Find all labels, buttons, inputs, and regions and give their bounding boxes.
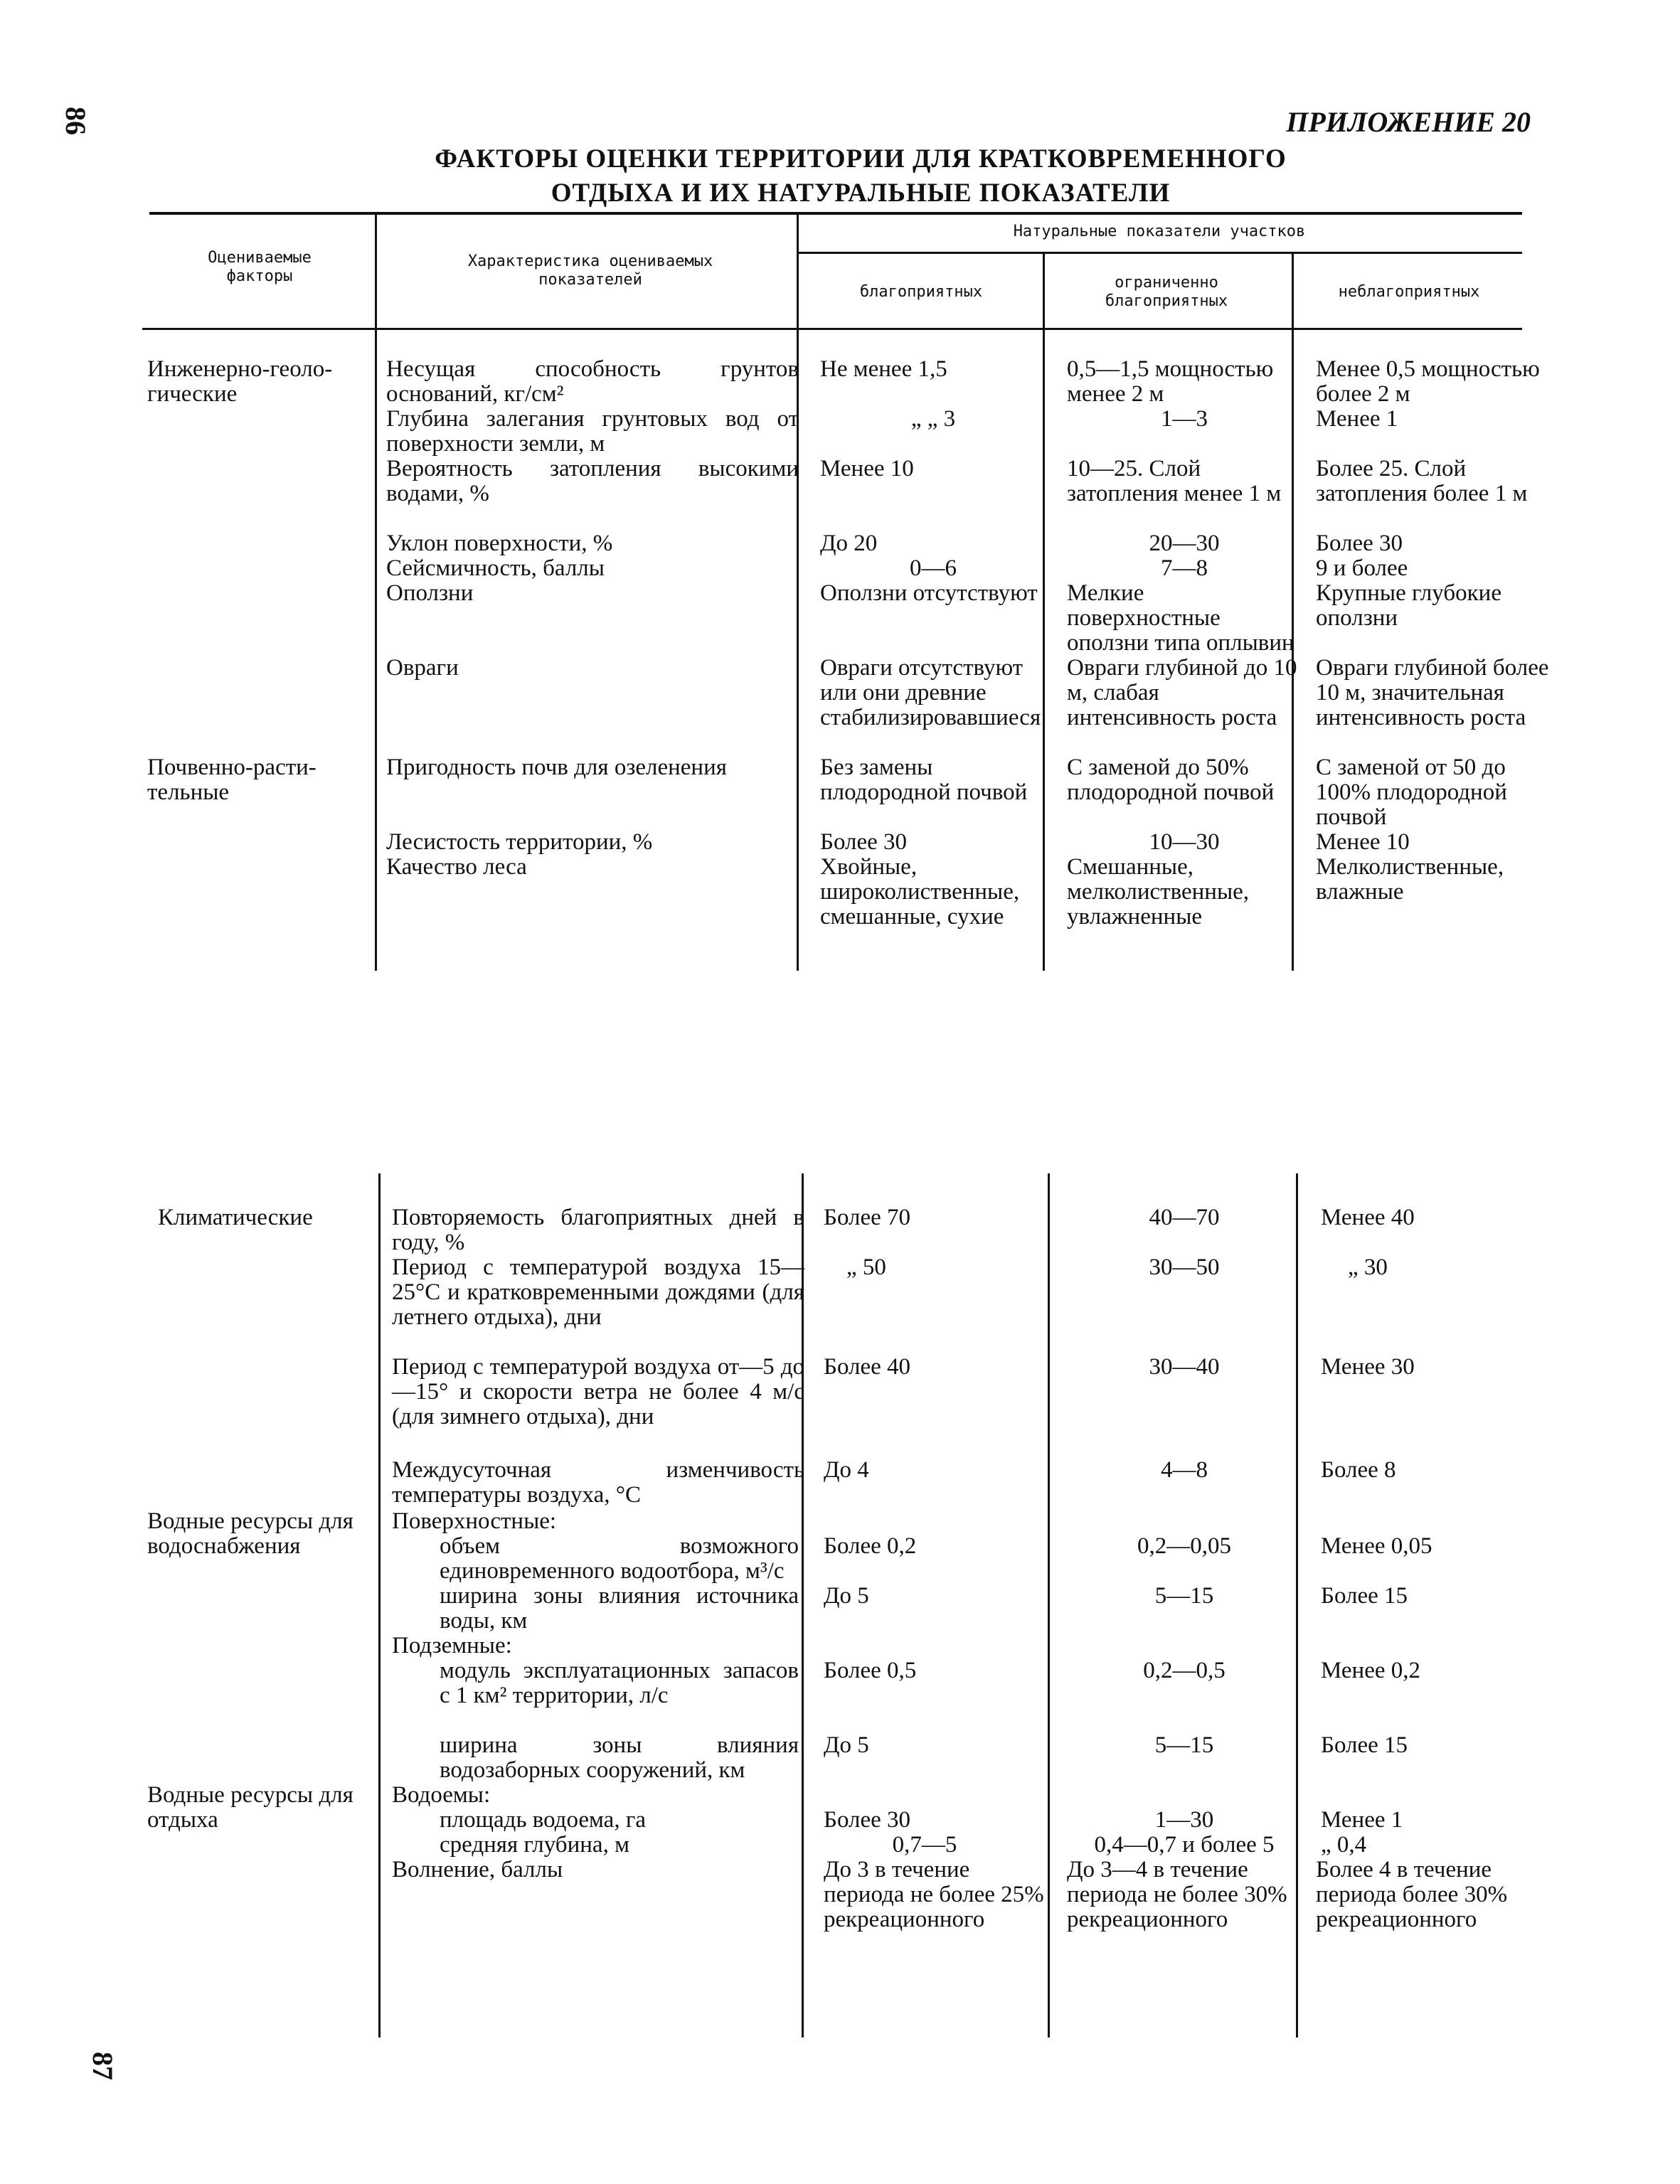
- limited-value: 10—25. Слой затопления менее 1 м: [1067, 456, 1282, 506]
- header-bottom-rule: [142, 328, 1522, 330]
- favorable-value: Более 0,5: [824, 1658, 917, 1683]
- indicator-forest-cover: Лесистость территории, %: [386, 829, 653, 855]
- limited-value: Мелкие поверхностные оползни типа оплывин: [1067, 580, 1294, 656]
- indicator-landslides: Оползни: [386, 580, 474, 606]
- limited-value: 5—15: [1154, 1732, 1214, 1758]
- favorable-value: „ „ 3: [910, 406, 956, 432]
- col-divider-1: [375, 213, 377, 971]
- unfavorable-value: Менее 40: [1321, 1205, 1415, 1230]
- table-top-rule: [149, 212, 1522, 215]
- indicator-intake-zone-width: ширина зоны влияния водозаборных сооружений, км: [440, 1732, 799, 1783]
- factor-soil-vegetation: Почвенно-расти-тельные: [147, 755, 317, 805]
- indicator-seismicity: Сейсмичность, баллы: [386, 555, 605, 581]
- header-favorable: благоприятных: [859, 283, 983, 301]
- factor-climatic: Климатические: [158, 1205, 313, 1230]
- favorable-value: Овраги отсутствуют или они древние стабилизировавшиеся: [820, 655, 1041, 730]
- limited-value: 7—8: [1161, 555, 1208, 581]
- unfavorable-value: Менее 0,5 мощностью более 2 м: [1316, 356, 1540, 407]
- unfavorable-value: Менее 10: [1316, 829, 1410, 855]
- unfavorable-value: Менее 1: [1316, 406, 1398, 432]
- indicator-withdrawal-volume: объем возможного единовременного водоотбора, м³/с: [440, 1533, 799, 1584]
- indicator-groundwater-depth: Глубина залегания грунтовых вод от поверхности земли, м: [386, 406, 799, 457]
- unfavorable-value: Овраги глубиной более 10 м, значительная интенсивность роста: [1316, 655, 1549, 730]
- header-characteristic: Характеристика оцениваемых показателей: [467, 252, 713, 289]
- header-factors: Оцениваемые факторы: [208, 249, 312, 285]
- favorable-value: Более 70: [824, 1205, 911, 1230]
- unfavorable-value: Более 30: [1316, 531, 1403, 556]
- favorable-value: До 5: [824, 1583, 869, 1609]
- unfavorable-value: „ 0,4: [1321, 1832, 1367, 1858]
- appendix-label: ПРИЛОЖЕНИЕ 20: [1286, 106, 1531, 138]
- unfavorable-value: 9 и более: [1316, 555, 1408, 581]
- favorable-value: Более 40: [824, 1354, 911, 1380]
- page-number-bottom: 87: [87, 2052, 119, 2080]
- indicator-flooding: Вероятность затопления высокими водами, %: [386, 456, 799, 506]
- indicator-reserves-module: модуль эксплуатационных запасов с 1 км² территории, л/с: [440, 1658, 799, 1708]
- limited-value: 0,2—0,05: [1137, 1533, 1231, 1559]
- factor-water-recreation: Водные ресурсы для отдыха: [147, 1782, 353, 1833]
- col-divider-1b: [378, 1173, 381, 2037]
- unfavorable-value: С заменой от 50 до 100% плодородной почвой: [1316, 755, 1507, 830]
- favorable-value: Хвойные, широколиственные, смешанные, сухие: [820, 854, 1020, 929]
- favorable-value: До 20: [820, 531, 878, 556]
- title-line-2: ОТДЫХА И ИХ НАТУРАЛЬНЫЕ ПОКАЗАТЕЛИ: [551, 179, 1171, 208]
- unfavorable-value: Менее 1: [1321, 1807, 1403, 1833]
- favorable-value: До 3 в течение периода не более 25% рекреационного: [824, 1857, 1044, 1932]
- limited-value: 30—40: [1149, 1354, 1220, 1380]
- indicator-winter-period: Период с температурой воздуха от—5 до—15° и скорости ветра не более 4 м/с (для зимнего отдыха), дни: [392, 1354, 804, 1429]
- limited-value: 10—30: [1149, 829, 1220, 855]
- header-sub-rule: [798, 252, 1522, 254]
- unfavorable-value: Менее 30: [1321, 1354, 1415, 1380]
- indicator-forest-quality: Качество леса: [386, 854, 527, 880]
- header-natural: Натуральные показатели участков: [1013, 223, 1306, 240]
- indicator-ravines: Овраги: [386, 655, 459, 681]
- favorable-value: Оползни отсутствуют: [820, 580, 1038, 606]
- limited-value: Овраги глубиной до 10 м, слабая интенсивность роста: [1067, 655, 1297, 730]
- favorable-value: Более 30: [820, 829, 908, 855]
- indicator-water-area: площадь водоема, га: [440, 1807, 647, 1833]
- indicator-surface-group: Поверхностные:: [392, 1508, 557, 1534]
- favorable-value: До 5: [824, 1732, 869, 1758]
- indicator-source-zone-width: ширина зоны влияния источника воды, км: [440, 1583, 799, 1634]
- limited-value: 30—50: [1149, 1255, 1220, 1280]
- favorable-value: Более 30: [824, 1807, 911, 1833]
- limited-value: Смешанные, мелколиственные, увлажненные: [1067, 854, 1250, 929]
- page-number-top: 86: [60, 107, 92, 135]
- unfavorable-value: Более 15: [1321, 1583, 1408, 1609]
- limited-value: С заменой до 50% плодородной почвой: [1067, 755, 1275, 805]
- unfavorable-value: Более 4 в течение периода более 30% рекреационного: [1316, 1857, 1508, 1932]
- limited-value: 1—30: [1154, 1807, 1214, 1833]
- unfavorable-value: Более 8: [1321, 1457, 1396, 1483]
- favorable-value: „ 50: [846, 1255, 886, 1280]
- indicator-water-bodies-group: Водоемы:: [392, 1782, 491, 1808]
- favorable-value: Менее 10: [820, 456, 914, 481]
- limited-value: 0,5—1,5 мощностью менее 2 м: [1067, 356, 1274, 407]
- indicator-slope: Уклон поверхности, %: [386, 531, 613, 556]
- limited-value: До 3—4 в течение периода не более 30% рекреационного: [1067, 1857, 1287, 1932]
- limited-value: 1—3: [1161, 406, 1208, 432]
- unfavorable-value: Более 15: [1321, 1732, 1408, 1758]
- limited-value: 20—30: [1149, 531, 1220, 556]
- favorable-value: 0—6: [910, 555, 957, 581]
- unfavorable-value: Менее 0,05: [1321, 1533, 1432, 1559]
- indicator-favorable-days: Повторяемость благоприятных дней в году, %: [392, 1205, 804, 1255]
- indicator-bearing-capacity: Несущая способность грунтов оснований, кг/см²: [386, 356, 799, 407]
- limited-value: 0,2—0,5: [1143, 1658, 1226, 1683]
- favorable-value: Без замены плодородной почвой: [820, 755, 1028, 805]
- header-limited: ограниченно благоприятных: [1105, 274, 1228, 310]
- favorable-value: До 4: [824, 1457, 869, 1483]
- indicator-underground-group: Подземные:: [392, 1633, 512, 1658]
- unfavorable-value: Мелколиственные, влажные: [1316, 854, 1504, 905]
- unfavorable-value: Крупные глубокие оползни: [1316, 580, 1501, 631]
- indicator-summer-period: Период с температурой воздуха 15—25°С и кратковременными дождями (для летнего отдыха), дни: [392, 1255, 804, 1330]
- page-title: [413, 142, 1309, 211]
- unfavorable-value: Менее 0,2: [1321, 1658, 1421, 1683]
- factor-engineering-geological: Инженерно-геоло-гические: [147, 356, 333, 407]
- limited-value: 5—15: [1154, 1583, 1214, 1609]
- factor-water-supply: Водные ресурсы для водоснабжения: [147, 1508, 353, 1559]
- favorable-value: Не менее 1,5: [820, 356, 947, 382]
- unfavorable-value: „ 30: [1348, 1255, 1388, 1280]
- favorable-value: 0,7—5: [892, 1832, 957, 1858]
- limited-value: 4—8: [1161, 1457, 1208, 1483]
- limited-value: 40—70: [1149, 1205, 1220, 1230]
- limited-value: 0,4—0,7 и более 5: [1094, 1832, 1275, 1858]
- indicator-soil-suitability: Пригодность почв для озеленения: [386, 755, 727, 780]
- favorable-value: Более 0,2: [824, 1533, 917, 1559]
- indicator-average-depth: средняя глубина, м: [440, 1832, 629, 1858]
- indicator-waves: Волнение, баллы: [392, 1857, 563, 1882]
- indicator-temperature-variability: Междусуточная изменчивость температуры воздуха, °С: [392, 1457, 804, 1508]
- unfavorable-value: Более 25. Слой затопления более 1 м: [1316, 456, 1528, 506]
- title-line-1: ФАКТОРЫ ОЦЕНКИ ТЕРРИТОРИИ ДЛЯ КРАТКОВРЕМЕННОГО: [435, 144, 1287, 174]
- header-unfavorable: неблагоприятных: [1338, 283, 1480, 301]
